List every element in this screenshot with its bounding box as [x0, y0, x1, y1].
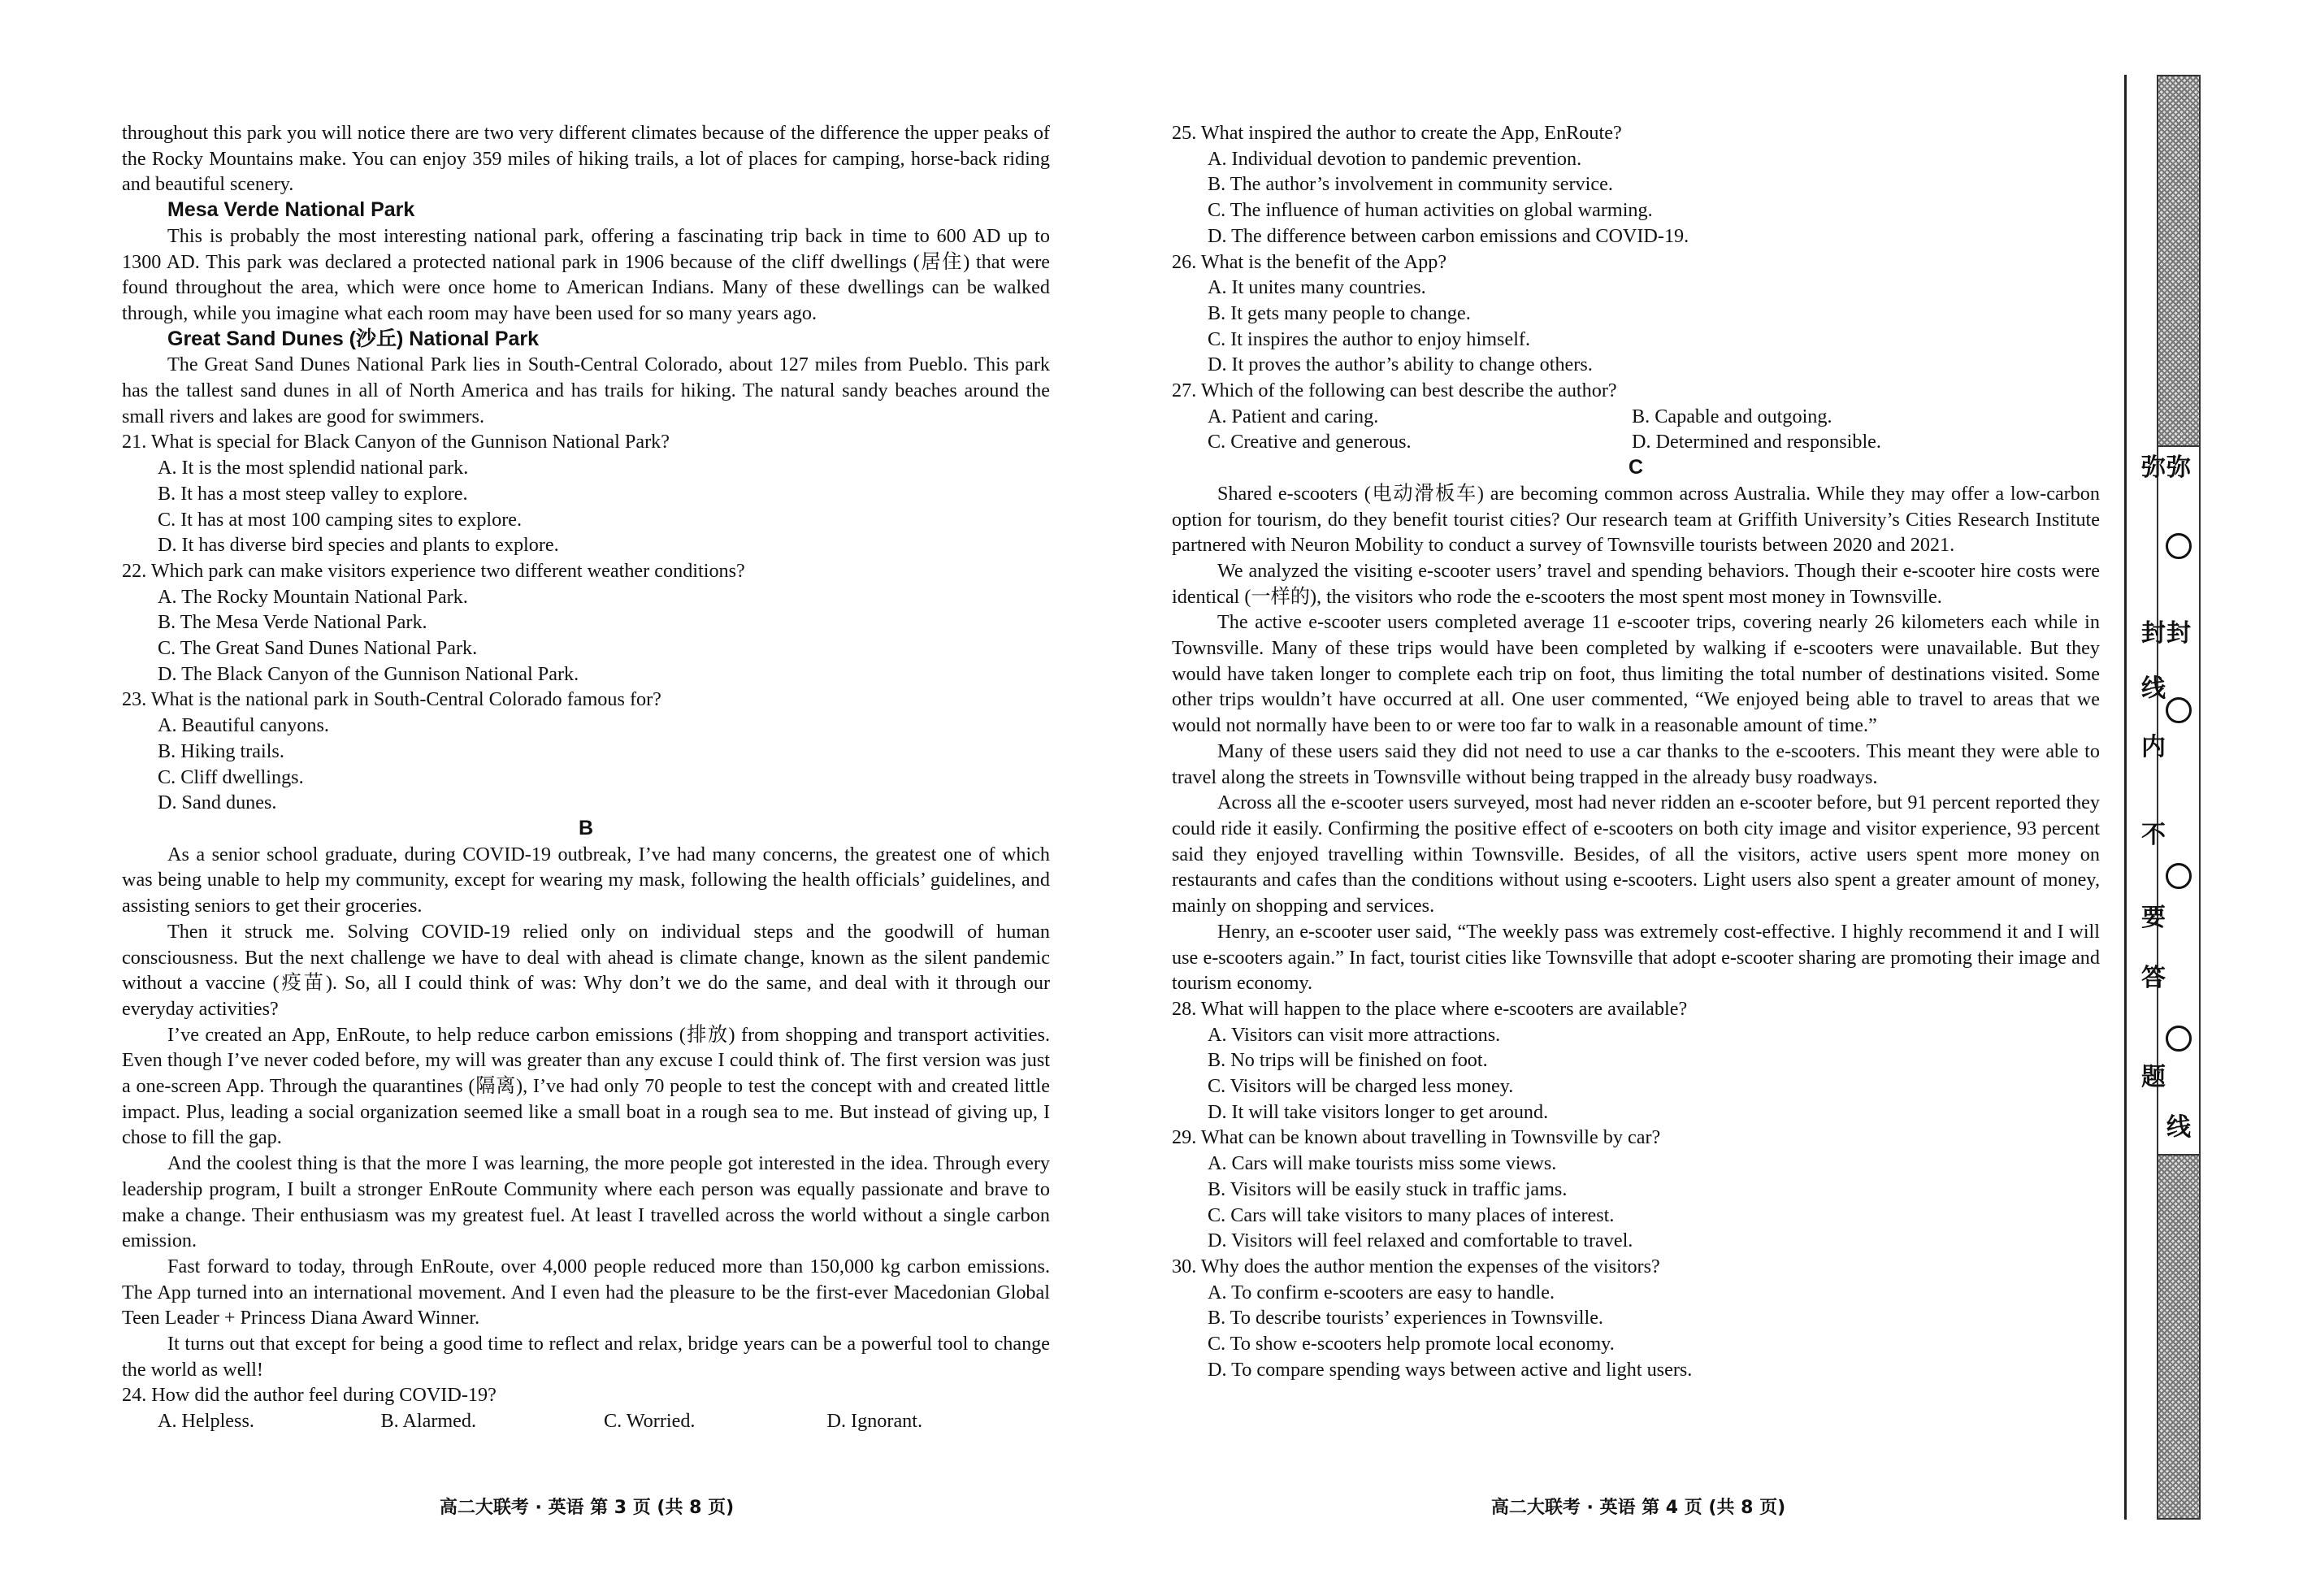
- q30-option-a: A. To confirm e-scooters are easy to handle.: [1208, 1281, 1555, 1303]
- q25-option-c: C. The influence of human activities on global warming.: [1208, 199, 1653, 222]
- b-paragraph-6: It turns out that except for being a good time to reflect and relax, bridge years can be a powerful tool to change the world as well!: [122, 1333, 1050, 1381]
- panel-char-mi: 弥: [2166, 453, 2191, 482]
- question-27: 27. Which of the following can best describe the author?: [1172, 379, 1617, 402]
- binding-char-bu: 不: [2141, 821, 2166, 849]
- left-column: [122, 120, 1050, 1434]
- c-paragraph-6: Henry, an e-scooter user said, “The weekly pass was extremely cost-effective. I highly recommend it and I will use e-scooters again.” In fact, tourist cities like Townsville that adopt e-scooter sharing are promoting their image and tourism economy.: [1172, 920, 2100, 995]
- question-24: 24. How did the author feel during COVID-19?: [122, 1384, 497, 1407]
- b-paragraph-3: I’ve created an App, EnRoute, to help reduce carbon emissions (排放) from shopping and transport activities. Even though I’ve never coded before, my will was greater than any excuse I could think of. The first version was just a one-screen App. Through the quarantines (隔离), I’ve had only 70 people to test the concept with and created little impact. Plus, leading a social organization seemed like a small boat in a rough sea to me. But instead of giving up, I chose to fill the gap.: [122, 1023, 1050, 1149]
- b-paragraph-1: As a senior school graduate, during COVID-19 outbreak, I’ve had many concerns, the greatest one of which was being unable to help my community, except for wearing my mask, following the health officials’ guidelines, and assisting seniors to get their groceries.: [122, 843, 1050, 917]
- b-paragraph-5: Fast forward to today, through EnRoute, over 4,000 people reduced more than 150,000 kg carbon emissions. The App turned into an international movement. And I even had the pleasure to be the first-ever Macedonian Global Teen Leader + Princess Diana Award Winner.: [122, 1255, 1050, 1329]
- q21-option-a: A. It is the most splendid national park.: [158, 457, 469, 479]
- q24-option-b: B. Alarmed.: [380, 1410, 477, 1433]
- c-paragraph-5: Across all the e-scooter users surveyed, most had never ridden an e-scooter before, but 91 percent reported they could ride it easily. Confirming the positive effect of e-scooters on both city image and visitor experience, 93 percent said they enjoyed travelling within Townsville. Besides, of all the visitors, active users spent more money on restaurants and cafes than the conditions without using e-scooters. Light users also spent a greater amount of money, mainly on shopping and services.: [1172, 791, 2100, 917]
- q21-option-c: C. It has at most 100 camping sites to explore.: [158, 508, 523, 531]
- section-b-label: B: [578, 816, 594, 839]
- binding-char-xian: 线: [2141, 674, 2166, 703]
- q23-option-a: A. Beautiful canyons.: [158, 714, 329, 737]
- q25-option-b: B. The author’s involvement in community service.: [1208, 173, 1613, 196]
- q24-option-d: D. Ignorant.: [826, 1410, 923, 1433]
- b-paragraph-2: Then it struck me. Solving COVID-19 relied only on individual steps and the goodwill of human consciousness. But the next challenge we have to deal with ahead is climate change, known as the silent pandemic without a vaccine (疫苗). So, all I could think of was: Why don’t we do the same, and deal with it through our everyday activities?: [122, 920, 1050, 1020]
- page-footer-right: 高二大联考 · 英语 第 4 页 (共 8 页): [1490, 1498, 1786, 1518]
- intro-paragraph: throughout this park you will notice there are two very different climates because of the difference the upper peaks of the Rocky Mountains make. You can enjoy 359 miles of hiking trails, a lot of places for camping, horse-back riding and beautiful scenery.: [122, 122, 1050, 196]
- q25-option-d: D. The difference between carbon emissions and COVID-19.: [1208, 224, 1689, 247]
- q25-option-a: A. Individual devotion to pandemic prevention.: [1208, 147, 1582, 170]
- q27-options-row-2: [1172, 429, 2100, 455]
- question-22: 22. Which park can make visitors experience two different weather conditions?: [122, 559, 745, 582]
- q26-option-b: B. It gets many people to change.: [1208, 301, 1471, 324]
- q22-option-b: B. The Mesa Verde National Park.: [158, 611, 427, 634]
- q24-options: [122, 1408, 1050, 1434]
- q30-option-b: B. To describe tourists’ experiences in Townsville.: [1208, 1307, 1603, 1329]
- q22-option-c: C. The Great Sand Dunes National Park.: [158, 637, 478, 660]
- q21-option-d: D. It has diverse bird species and plants to explore.: [158, 534, 559, 557]
- binding-char-yao: 要: [2141, 904, 2166, 932]
- binding-circle-1: [2166, 533, 2192, 559]
- binding-char-mi: 弥: [2141, 453, 2166, 482]
- binding-char-ti: 题: [2141, 1063, 2166, 1091]
- q24-option-a: A. Helpless.: [158, 1410, 254, 1433]
- right-column: [1172, 120, 2100, 1382]
- q22-option-a: A. The Rocky Mountain National Park.: [158, 585, 468, 608]
- q30-option-c: C. To show e-scooters help promote local economy.: [1208, 1333, 1615, 1355]
- sand-dunes-paragraph: The Great Sand Dunes National Park lies in South-Central Colorado, about 127 miles from Pueblo. This park has the tallest sand dunes in all of North America and has trails for hiking. The natural sandy beaches around the small rivers and lakes are good for swimmers.: [122, 353, 1050, 427]
- q21-option-b: B. It has a most steep valley to explore.: [158, 482, 468, 505]
- q27-option-c: C. Creative and generous.: [1208, 431, 1412, 453]
- question-28: 28. What will happen to the place where e-scooters are available?: [1172, 997, 1688, 1020]
- binding-circle-2: [2166, 697, 2192, 723]
- binding-divider-line: [2124, 75, 2127, 1520]
- b-paragraph-4: And the coolest thing is that the more I was learning, the more people got interested in the idea. Through every leadership program, I built a stronger EnRoute Community where each person was equally passionate and brave to make a change. Their enthusiasm was my greatest fuel. At least I travelled across the world without a single carbon emission.: [122, 1152, 1050, 1252]
- panel-char-xian: 线: [2166, 1113, 2191, 1142]
- binding-char-feng: 封: [2141, 619, 2166, 648]
- q27-option-b: B. Capable and outgoing.: [1632, 405, 1832, 427]
- q27-option-d: D. Determined and responsible.: [1632, 431, 1881, 453]
- page-footer-left: 高二大联考 · 英语 第 3 页 (共 8 页): [439, 1498, 735, 1518]
- q26-option-d: D. It proves the author’s ability to change others.: [1208, 353, 1593, 376]
- question-29: 29. What can be known about travelling in Townsville by car?: [1172, 1126, 1661, 1149]
- q30-option-d: D. To compare spending ways between active and light users.: [1208, 1358, 1693, 1381]
- q27-option-a: A. Patient and caring.: [1208, 405, 1379, 427]
- question-23: 23. What is the national park in South-Central Colorado famous for?: [122, 688, 661, 711]
- c-paragraph-2: We analyzed the visiting e-scooter users’ travel and spending behaviors. Though their e-scooter hire costs were identical (一样的), the visitors who rode the e-scooters the most spent most money in Townsville.: [1172, 559, 2100, 608]
- c-paragraph-3: The active e-scooter users completed average 11 e-scooter trips, covering nearly 26 kilometers each while in Townsville. Many of these trips would have been completed by walking if e-scooters were unavailable. But they would have taken longer to complete each trip on foot, thus limiting the total number of destinations visited. Some other trips wouldn’t have occurred at all. One user commented, “We enjoyed being able to travel to areas that we would not normally have been to or were too far to walk in a reasonable amount of time.”: [1172, 611, 2100, 737]
- q28-option-d: D. It will take visitors longer to get around.: [1208, 1100, 1549, 1123]
- q29-option-c: C. Cars will take visitors to many places of interest.: [1208, 1204, 1615, 1226]
- sand-dunes-heading: Great Sand Dunes (沙丘) National Park: [167, 327, 540, 350]
- q29-option-b: B. Visitors will be easily stuck in traffic jams.: [1208, 1177, 1568, 1200]
- q29-option-a: A. Cars will make tourists miss some views.: [1208, 1152, 1557, 1175]
- q22-option-d: D. The Black Canyon of the Gunnison National Park.: [158, 662, 579, 685]
- q26-option-c: C. It inspires the author to enjoy himself.: [1208, 327, 1531, 350]
- q24-option-c: C. Worried.: [604, 1410, 696, 1433]
- q23-option-d: D. Sand dunes.: [158, 791, 277, 814]
- question-21: 21. What is special for Black Canyon of the Gunnison National Park?: [122, 431, 670, 453]
- question-26: 26. What is the benefit of the App?: [1172, 250, 1447, 273]
- c-paragraph-4: Many of these users said they did not need to use a car thanks to the e-scooters. This meant they were able to travel along the streets in Townsville without being trapped in the already busy roadways.: [1172, 739, 2100, 788]
- mesa-verde-heading: Mesa Verde National Park: [167, 198, 415, 222]
- q28-option-b: B. No trips will be finished on foot.: [1208, 1049, 1488, 1072]
- q23-option-b: B. Hiking trails.: [158, 739, 284, 762]
- q28-option-a: A. Visitors can visit more attractions.: [1208, 1023, 1501, 1046]
- q28-option-c: C. Visitors will be charged less money.: [1208, 1075, 1514, 1098]
- question-30: 30. Why does the author mention the expenses of the visitors?: [1172, 1255, 1660, 1277]
- q23-option-c: C. Cliff dwellings.: [158, 765, 304, 788]
- binding-char-da: 答: [2141, 964, 2166, 992]
- question-25: 25. What inspired the author to create the App, EnRoute?: [1172, 122, 1622, 144]
- binding-circle-4: [2166, 1026, 2192, 1052]
- mesa-verde-paragraph: This is probably the most interesting national park, offering a fascinating trip back in time to 600 AD up to 1300 AD. This park was declared a protected national park in 1906 because of the cliff dwellings (居住) that were found throughout the area, which were once home to American Indians. Many of these dwellings can be walked through, while you imagine what each room may have been used for so many years ago.: [122, 224, 1050, 324]
- c-paragraph-1: Shared e-scooters (电动滑板车) are becoming common across Australia. While they may offer a low-carbon option for tourism, do they benefit tourist cities? Our research team at Griffith University’s Cities Research Institute partnered with Neuron Mobility to conduct a survey of Townsville tourists between 2020 and 2021.: [1172, 482, 2100, 557]
- binding-char-nei: 内: [2141, 733, 2166, 761]
- binding-circle-3: [2166, 863, 2192, 889]
- q29-option-d: D. Visitors will feel relaxed and comfortable to travel.: [1208, 1230, 1633, 1252]
- panel-char-feng: 封: [2166, 619, 2191, 648]
- q27-options-row-1: [1172, 404, 2100, 430]
- section-c-label: C: [1628, 456, 1644, 479]
- q26-option-a: A. It unites many countries.: [1208, 276, 1426, 299]
